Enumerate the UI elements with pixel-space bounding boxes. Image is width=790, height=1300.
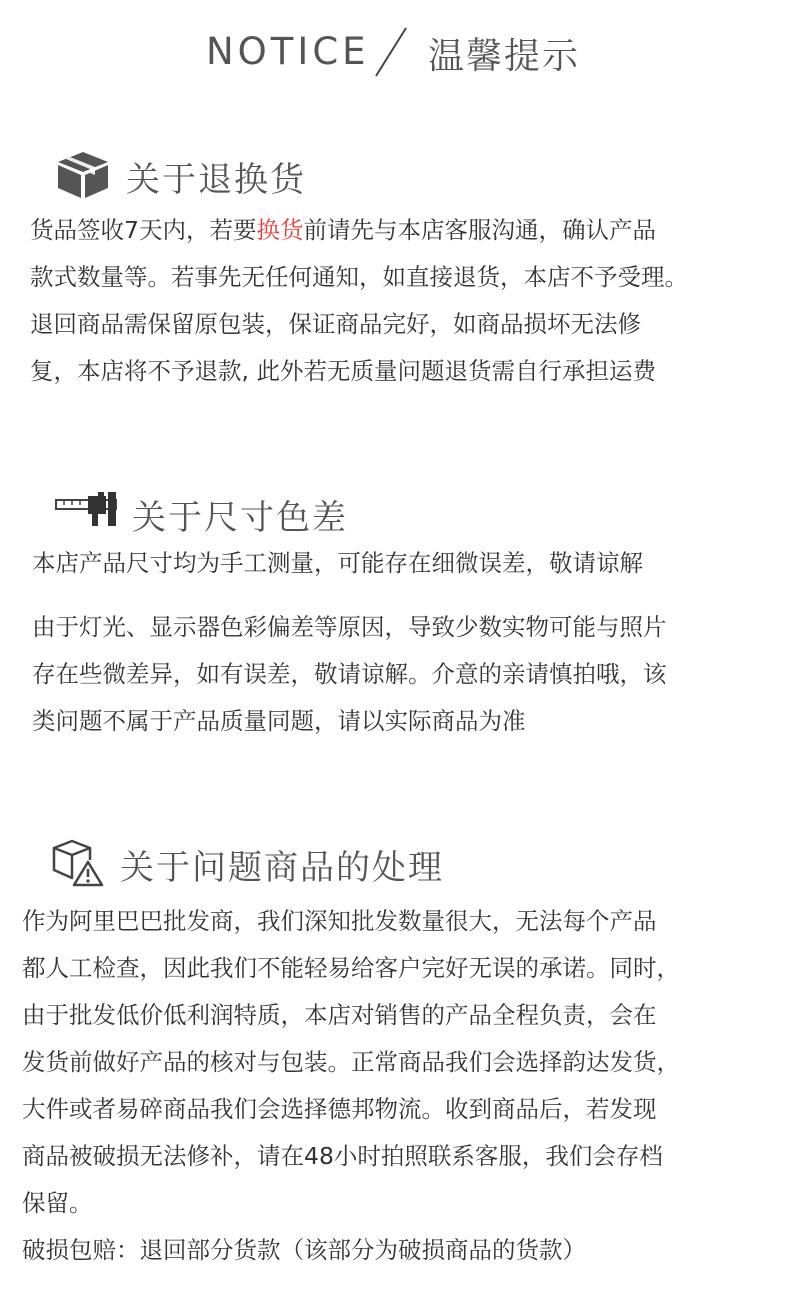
problem-text xyxy=(22,898,680,1274)
returns-text xyxy=(30,207,688,395)
exchange-highlight: 换货 xyxy=(256,216,304,244)
size-line-2: 由于灯光、显示器色彩偏差等原因，导致少数实物可能与照片 xyxy=(32,613,667,641)
problem-line-8: 破损包赔：退回部分货款（该部分为破损商品的货款） xyxy=(22,1236,586,1264)
section-title-problem-goods: 关于问题商品的处理 xyxy=(120,848,444,888)
returns-line-1-pre: 货品签收7天内，若要 xyxy=(30,216,257,244)
returns-line-1 xyxy=(30,207,688,254)
damaged-box-warning-icon xyxy=(50,838,104,888)
section-title-size-color: 关于尺寸色差 xyxy=(132,498,348,538)
problem-line-2: 都人工检查，因此我们不能轻易给客户完好无误的承诺。同时， xyxy=(22,954,680,982)
size-text-b xyxy=(32,604,667,745)
header-english: NOTICE xyxy=(206,30,370,73)
problem-line-4: 发货前做好产品的核对与包装。正常商品我们会选择韵达发货， xyxy=(22,1048,680,1076)
problem-line-6: 商品被破损无法修补，请在48小时拍照联系客服，我们会存档 xyxy=(22,1142,663,1170)
box-icon xyxy=(56,150,110,200)
section-title-returns: 关于退换货 xyxy=(126,160,306,200)
size-line-1: 本店产品尺寸均为手工测量，可能存在细微误差，敬请谅解 xyxy=(32,549,643,577)
size-line-3: 存在些微差异，如有误差，敬请谅解。介意的亲请慎拍哦，该 xyxy=(32,660,667,688)
problem-line-7: 保留。 xyxy=(22,1189,93,1217)
returns-line-2: 款式数量等。若事先无任何通知，如直接退货，本店不予受理。 xyxy=(30,263,688,291)
returns-line-3: 退回商品需保留原包装，保证商品完好，如商品损坏无法修 xyxy=(30,310,641,338)
problem-line-1: 作为阿里巴巴批发商，我们深知批发数量很大，无法每个产品 xyxy=(22,907,657,935)
problem-line-5: 大件或者易碎商品我们会选择德邦物流。收到商品后，若发现 xyxy=(22,1095,657,1123)
size-text-a xyxy=(32,540,643,587)
problem-line-3: 由于批发低价低利润特质，本店对销售的产品全程负责，会在 xyxy=(22,1001,657,1029)
returns-line-1-post: 前请先与本店客服沟通，确认产品 xyxy=(303,216,656,244)
returns-line-4: 复，本店将不予退款, 此外若无质量问题退货需自行承担运费 xyxy=(30,357,656,385)
size-line-4: 类问题不属于产品质量同题，请以实际商品为准 xyxy=(32,707,526,735)
slash-divider xyxy=(372,26,410,78)
header-chinese: 温馨提示 xyxy=(428,36,581,77)
notice-header xyxy=(0,26,790,86)
caliper-icon xyxy=(54,490,120,530)
